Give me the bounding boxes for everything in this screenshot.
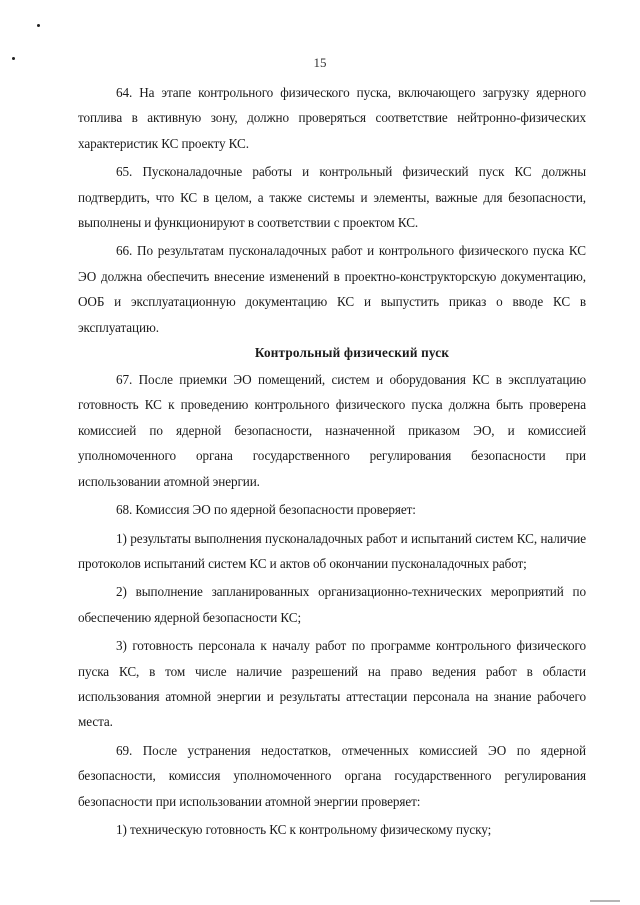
list-item-68-1: 1) результаты выполнения пусконаладочных работ и испытаний систем КС, наличие протоколов испытаний систем КС и актов об окончании пусконаладочных работ; [78,530,586,571]
paragraph-69: 69. После устранения недостатков, отмеченных комиссией ЭО по ядерной безопасности, комиссия уполномоченного органа государственного регулирования безопасности при использовании атомной энергии проверяет: [78,742,586,809]
list-item-69-1: 1) техническую готовность КС к контрольному физическому пуску; [116,821,492,837]
paragraph-65: 65. Пусконаладочные работы и контрольный физический пуск КС должны подтвердить, что КС в целом, а также системы и элементы, важные для безопасности, выполнены и функционируют в соответствии с проектом КС. [78,164,586,231]
section-heading: Контрольный физический пуск [254,345,450,361]
paragraph-66: 66. По результатам пусконаладочных работ и контрольного физического пуска КС ЭО должна обеспечить внесение изменений в проектно-конструкторскую документацию, ООБ и эксплуатационную документацию КС и выпустить приказ о вводе КС в эксплуатацию. [78,243,586,335]
list-item-68-3: 3) готовность персонала к началу работ по программе контрольного физического пуска КС, в том числе наличие разрешений на право ведения работ в области использования атомной энергии и результаты аттестации персонала на знание рабочего места. [78,638,586,730]
paragraph-68: 68. Комиссия ЭО по ядерной безопасности проверяет: [116,502,416,518]
paragraph-67: 67. После приемки ЭО помещений, систем и оборудования КС в эксплуатацию готовность КС к проведению контрольного физического пуска должна быть проверена комиссией по ядерной безопасности, назначенной приказом ЭО, и комиссией уполномоченного органа государственного регулирования безопасности при использовании атомной энергии. [78,372,586,489]
body-text [78,80,586,845]
scan-speck-1 [37,24,40,27]
list-item-68-2: 2) выполнение запланированных организационно-технических мероприятий по обеспечению ядерной безопасности КС; [78,584,586,625]
scan-edge-mark [590,900,620,902]
paragraph-64: 64. На этапе контрольного физического пуска, включающего загрузку ядерного топлива в активную зону, должно проверяться соответствие нейтронно-физических характеристик КС проекту КС. [78,85,586,151]
page-number: 15 [313,55,327,70]
